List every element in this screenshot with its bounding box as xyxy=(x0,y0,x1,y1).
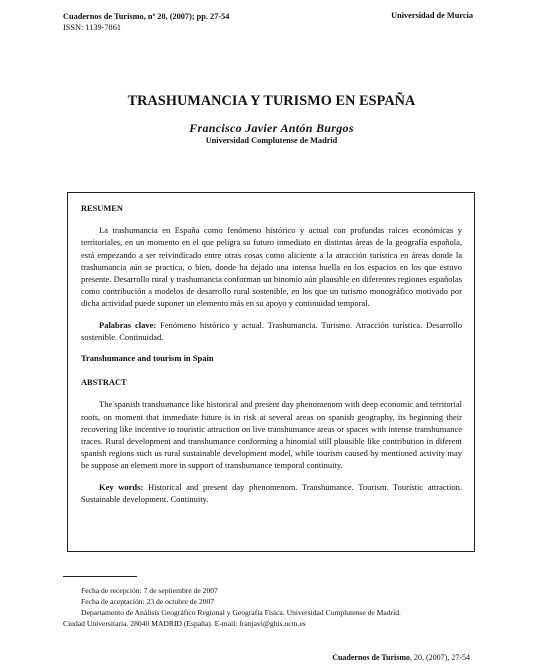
footer-citation: , 20, (2007), 27-54 xyxy=(410,653,470,662)
resumen-heading: RESUMEN xyxy=(81,204,123,213)
article-author: Francisco Javier Antón Burgos xyxy=(189,121,354,135)
running-header-left xyxy=(63,11,229,33)
author-affiliation: Universidad Complutense de Madrid xyxy=(205,136,338,145)
palabras-clave-label: Palabras clave: xyxy=(99,319,157,330)
accepted-date: Fecha de aceptación: 23 de octubre de 2007 xyxy=(81,597,215,606)
palabras-clave xyxy=(81,319,462,343)
key-words-label: Key words: xyxy=(99,481,144,492)
abstract-text: The spanish transhumance like historical and present day phenomenom with deep economic and territorial roots, on moment that immediate future is in risk at several areas on spanish geography, its beginning their recovering like incentive to touristic attraction on live transhumance areas or spaces with intense transhumance traces. Rural development and transhumance conforming a binomial still plausible like contribution in diferent spanish regions such us rural sustainable development model, while tourism caused by mentioned activity may be suppose an element more in support of transhumance temporal continuity. xyxy=(81,399,462,471)
running-footer xyxy=(332,653,470,662)
footnotes xyxy=(63,585,480,629)
header-citation xyxy=(63,11,229,22)
author-address: Ciudad Universitaria. 28040 MADRID (España). E-mail: franjavi@ghis.ucm.es xyxy=(63,619,306,628)
header-publisher: Universidad de Murcia xyxy=(391,11,473,20)
author-department: Departamento de Análisis Geográfico Regional y Geografía Física. Universidad Complutense de Madrid. xyxy=(81,608,401,617)
article-title: TRASHUMANCIA Y TURISMO EN ESPAÑA xyxy=(127,93,416,109)
palabras-clave-text: Fenómeno histórico y actual. Trashumancia. Turismo. Atracción turística. Desarrollo sostenible. Continuidad. xyxy=(81,319,463,342)
key-words-text: Historical and present day phenomenom. Transhumance. Tourism. Touristic attraction. Sustainable development. Continuity. xyxy=(81,481,463,504)
english-title: Transhumance and tourism in Spain xyxy=(81,353,214,364)
header-journal-name: Cuadernos de Turismo xyxy=(63,12,144,21)
header-issn: ISSN: 1139-7861 xyxy=(63,23,122,32)
received-date: Fecha de recepción: 7 de septiembre de 2007 xyxy=(81,586,218,595)
abstract-heading: ABSTRACT xyxy=(81,378,127,388)
header-citation-details: , nº 20, (2007); pp. 27-54 xyxy=(143,12,230,21)
footer-journal-name: Cuadernos de Turismo xyxy=(332,653,410,662)
footnote-divider xyxy=(63,576,137,577)
abstract-box xyxy=(67,192,475,552)
key-words xyxy=(81,481,462,505)
resumen-text: La trashumancia en España como fenómeno histórico y actual con profundas raíces económicas y territoriales, en un momento en el que peligra su futuro inmediato en distintas áreas de la geografía española, está empezando a ser reivindicado entre otras cosas como aliciente a la atracción turística en áreas donde la trashumancia aún se practica, o bien, donde ha dejado una intensa huella en los espacios en los que estuvo presente. Desarrollo rural y trashumancia conforman un binomio aún plausible en diferentes regiones españolas como contribución a modelos de desarrollo rural sostenible, en los que un turismo monográfico motivado por dicha actividad puede suponer un elemento más en su apoyo y continuidad temporal. xyxy=(81,225,462,309)
